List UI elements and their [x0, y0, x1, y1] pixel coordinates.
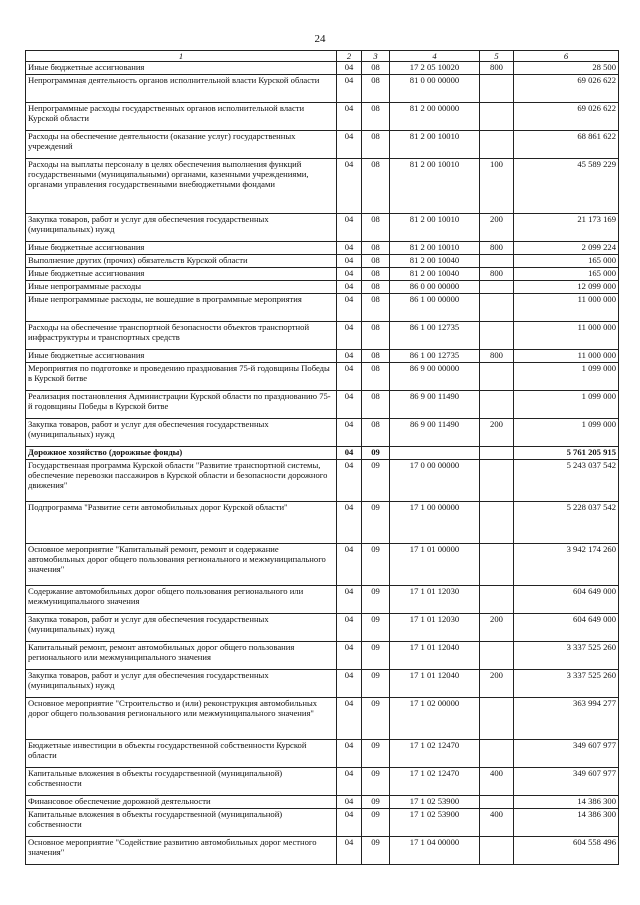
row-subsection-cell: 09	[362, 543, 390, 585]
row-target-code-cell: 86 0 00 00000	[390, 280, 480, 293]
table-row	[26, 795, 619, 808]
row-amount-cell: 69 026 622	[514, 74, 619, 102]
row-section-cell: 04	[337, 280, 362, 293]
row-subsection-cell: 08	[362, 254, 390, 267]
row-name-cell: Иные бюджетные ассигнования	[26, 62, 337, 75]
row-section-cell: 04	[337, 836, 362, 864]
row-section-cell: 04	[337, 585, 362, 613]
row-target-code-cell: 17 1 02 12470	[390, 739, 480, 767]
row-subsection-cell: 09	[362, 585, 390, 613]
table-row	[26, 543, 619, 585]
row-amount-cell: 604 649 000	[514, 585, 619, 613]
table-row	[26, 446, 619, 459]
column-number-5: 5	[480, 51, 514, 62]
row-name-cell: Капитальный ремонт, ремонт автомобильных дорог общего пользования регионального или межмуниципального значения	[26, 641, 337, 669]
table-row	[26, 349, 619, 362]
row-amount-cell: 21 173 169	[514, 213, 619, 241]
row-section-cell: 04	[337, 808, 362, 836]
table-row	[26, 102, 619, 130]
row-target-code-cell	[390, 446, 480, 459]
row-name-cell: Выполнение других (прочих) обязательств Курской области	[26, 254, 337, 267]
table-body	[26, 62, 619, 865]
row-target-code-cell: 81 0 00 00000	[390, 74, 480, 102]
row-name-cell: Закупка товаров, работ и услуг для обеспечения государственных (муниципальных) нужд	[26, 213, 337, 241]
table-row	[26, 362, 619, 390]
table-row	[26, 213, 619, 241]
row-subsection-cell: 09	[362, 697, 390, 739]
row-name-cell: Закупка товаров, работ и услуг для обеспечения государственных (муниципальных) нужд	[26, 613, 337, 641]
row-name-cell: Иные бюджетные ассигнования	[26, 241, 337, 254]
row-subsection-cell: 08	[362, 362, 390, 390]
row-name-cell: Основное мероприятие "Содействие развитию автомобильных дорог местного значения"	[26, 836, 337, 864]
row-target-code-cell: 17 1 02 00000	[390, 697, 480, 739]
row-section-cell: 04	[337, 641, 362, 669]
row-target-code-cell: 86 9 00 00000	[390, 362, 480, 390]
row-target-code-cell: 17 1 02 53900	[390, 795, 480, 808]
row-subsection-cell: 08	[362, 280, 390, 293]
row-amount-cell: 165 000	[514, 267, 619, 280]
row-name-cell: Основное мероприятие "Капитальный ремонт, ремонт и содержание автомобильных дорог общего пользования регионального и межмуниципального значения"	[26, 543, 337, 585]
row-expense-type-cell: 200	[480, 613, 514, 641]
row-subsection-cell: 09	[362, 669, 390, 697]
row-subsection-cell: 09	[362, 459, 390, 501]
row-target-code-cell: 17 1 01 12030	[390, 585, 480, 613]
row-section-cell: 04	[337, 267, 362, 280]
row-subsection-cell: 09	[362, 501, 390, 543]
column-number-4: 4	[390, 51, 480, 62]
row-name-cell: Капитальные вложения в объекты государственной (муниципальной) собственности	[26, 808, 337, 836]
row-name-cell: Расходы на обеспечение деятельности (оказание услуг) государственных учреждений	[26, 130, 337, 158]
row-expense-type-cell	[480, 254, 514, 267]
row-target-code-cell: 17 0 00 00000	[390, 459, 480, 501]
row-target-code-cell: 81 2 00 10010	[390, 213, 480, 241]
row-section-cell: 04	[337, 613, 362, 641]
row-expense-type-cell: 800	[480, 62, 514, 75]
row-section-cell: 04	[337, 254, 362, 267]
row-amount-cell: 1 099 000	[514, 362, 619, 390]
table-row	[26, 585, 619, 613]
row-expense-type-cell	[480, 641, 514, 669]
row-target-code-cell: 17 1 02 53900	[390, 808, 480, 836]
row-name-cell: Иные бюджетные ассигнования	[26, 349, 337, 362]
row-amount-cell: 14 386 300	[514, 795, 619, 808]
row-expense-type-cell	[480, 130, 514, 158]
row-expense-type-cell	[480, 836, 514, 864]
row-subsection-cell: 09	[362, 795, 390, 808]
row-target-code-cell: 17 1 02 12470	[390, 767, 480, 795]
row-amount-cell: 3 337 525 260	[514, 641, 619, 669]
table-row	[26, 459, 619, 501]
table-row	[26, 130, 619, 158]
row-expense-type-cell	[480, 543, 514, 585]
row-amount-cell: 349 607 977	[514, 739, 619, 767]
row-name-cell: Расходы на обеспечение транспортной безопасности объектов транспортной инфраструктуры и транспортных средств	[26, 321, 337, 349]
column-number-3: 3	[362, 51, 390, 62]
row-amount-cell: 5 228 037 542	[514, 501, 619, 543]
row-amount-cell: 5 761 205 915	[514, 446, 619, 459]
table-row	[26, 669, 619, 697]
row-section-cell: 04	[337, 62, 362, 75]
row-name-cell: Закупка товаров, работ и услуг для обеспечения государственных (муниципальных) нужд	[26, 669, 337, 697]
budget-table	[25, 50, 619, 865]
row-section-cell: 04	[337, 130, 362, 158]
row-amount-cell: 3 942 174 260	[514, 543, 619, 585]
row-amount-cell: 11 000 000	[514, 321, 619, 349]
row-expense-type-cell	[480, 280, 514, 293]
row-target-code-cell: 86 9 00 11490	[390, 418, 480, 446]
row-subsection-cell: 08	[362, 293, 390, 321]
row-target-code-cell: 81 2 00 10010	[390, 241, 480, 254]
row-name-cell: Иные непрограммные расходы, не вошедшие в программные мероприятия	[26, 293, 337, 321]
row-target-code-cell: 81 2 00 00000	[390, 102, 480, 130]
row-subsection-cell: 09	[362, 739, 390, 767]
row-expense-type-cell	[480, 102, 514, 130]
row-target-code-cell: 86 9 00 11490	[390, 390, 480, 418]
row-subsection-cell: 08	[362, 390, 390, 418]
row-section-cell: 04	[337, 767, 362, 795]
row-amount-cell: 165 000	[514, 254, 619, 267]
row-section-cell: 04	[337, 697, 362, 739]
row-target-code-cell: 81 2 00 10040	[390, 267, 480, 280]
row-name-cell: Непрограммная деятельность органов исполнительной власти Курской области	[26, 74, 337, 102]
row-section-cell: 04	[337, 418, 362, 446]
row-section-cell: 04	[337, 213, 362, 241]
column-number-row	[26, 51, 619, 62]
row-expense-type-cell	[480, 739, 514, 767]
row-expense-type-cell	[480, 501, 514, 543]
row-expense-type-cell	[480, 795, 514, 808]
row-expense-type-cell	[480, 459, 514, 501]
row-section-cell: 04	[337, 543, 362, 585]
row-subsection-cell: 08	[362, 267, 390, 280]
row-subsection-cell: 08	[362, 321, 390, 349]
row-expense-type-cell: 400	[480, 808, 514, 836]
row-section-cell: 04	[337, 739, 362, 767]
row-amount-cell: 28 500	[514, 62, 619, 75]
row-amount-cell: 363 994 277	[514, 697, 619, 739]
row-section-cell: 04	[337, 459, 362, 501]
row-subsection-cell: 08	[362, 418, 390, 446]
row-subsection-cell: 08	[362, 241, 390, 254]
row-name-cell: Иные бюджетные ассигнования	[26, 267, 337, 280]
row-name-cell: Основное мероприятие "Строительство и (или) реконструкция автомобильных дорог общего пользования регионального или межмуниципального значения"	[26, 697, 337, 739]
row-target-code-cell: 17 1 00 00000	[390, 501, 480, 543]
row-subsection-cell: 09	[362, 613, 390, 641]
row-target-code-cell: 86 1 00 12735	[390, 349, 480, 362]
row-target-code-cell: 17 1 01 00000	[390, 543, 480, 585]
row-expense-type-cell	[480, 362, 514, 390]
row-expense-type-cell	[480, 697, 514, 739]
table-row	[26, 293, 619, 321]
table-row	[26, 62, 619, 75]
row-amount-cell: 68 861 622	[514, 130, 619, 158]
row-target-code-cell: 17 1 01 12030	[390, 613, 480, 641]
table-row	[26, 697, 619, 739]
row-name-cell: Закупка товаров, работ и услуг для обеспечения государственных (муниципальных) нужд	[26, 418, 337, 446]
table-row	[26, 254, 619, 267]
table-row	[26, 836, 619, 864]
table-row	[26, 321, 619, 349]
row-subsection-cell: 08	[362, 74, 390, 102]
row-name-cell: Реализация постановления Администрации Курской области по празднованию 75-й годовщины Победы в Курской битве	[26, 390, 337, 418]
row-expense-type-cell	[480, 446, 514, 459]
table-row	[26, 280, 619, 293]
table-row	[26, 808, 619, 836]
row-target-code-cell: 86 1 00 12735	[390, 321, 480, 349]
row-target-code-cell: 17 1 04 00000	[390, 836, 480, 864]
table-row	[26, 641, 619, 669]
row-name-cell: Бюджетные инвестиции в объекты государственной собственности Курской области	[26, 739, 337, 767]
column-number-1: 1	[26, 51, 337, 62]
row-subsection-cell: 08	[362, 349, 390, 362]
row-expense-type-cell: 200	[480, 213, 514, 241]
table-row	[26, 767, 619, 795]
row-name-cell: Капитальные вложения в объекты государственной (муниципальной) собственности	[26, 767, 337, 795]
row-expense-type-cell: 200	[480, 669, 514, 697]
row-amount-cell: 12 099 000	[514, 280, 619, 293]
table-row	[26, 241, 619, 254]
row-expense-type-cell	[480, 390, 514, 418]
row-subsection-cell: 09	[362, 767, 390, 795]
row-subsection-cell: 09	[362, 641, 390, 669]
row-expense-type-cell	[480, 321, 514, 349]
column-number-2: 2	[337, 51, 362, 62]
row-section-cell: 04	[337, 321, 362, 349]
row-section-cell: 04	[337, 362, 362, 390]
row-name-cell: Расходы на выплаты персоналу в целях обеспечения выполнения функций государственными (муниципальными) органами, казенными учреждениями, органами управления государственными внебюджетными фондами	[26, 158, 337, 213]
row-section-cell: 04	[337, 293, 362, 321]
row-amount-cell: 45 589 229	[514, 158, 619, 213]
row-section-cell: 04	[337, 158, 362, 213]
row-expense-type-cell: 200	[480, 418, 514, 446]
row-expense-type-cell: 800	[480, 267, 514, 280]
row-expense-type-cell	[480, 74, 514, 102]
row-amount-cell: 11 000 000	[514, 293, 619, 321]
page-number: 24	[314, 33, 326, 45]
row-amount-cell: 349 607 977	[514, 767, 619, 795]
row-subsection-cell: 09	[362, 808, 390, 836]
row-subsection-cell: 09	[362, 836, 390, 864]
row-amount-cell: 69 026 622	[514, 102, 619, 130]
row-section-cell: 04	[337, 390, 362, 418]
table-row	[26, 418, 619, 446]
column-number-6: 6	[514, 51, 619, 62]
row-amount-cell: 2 099 224	[514, 241, 619, 254]
row-expense-type-cell	[480, 585, 514, 613]
table-row	[26, 501, 619, 543]
row-expense-type-cell: 800	[480, 349, 514, 362]
row-target-code-cell: 81 2 00 10010	[390, 130, 480, 158]
row-amount-cell: 3 337 525 260	[514, 669, 619, 697]
row-target-code-cell: 17 2 05 10020	[390, 62, 480, 75]
row-target-code-cell: 81 2 00 10010	[390, 158, 480, 213]
row-amount-cell: 604 649 000	[514, 613, 619, 641]
row-name-cell: Дорожное хозяйство (дорожные фонды)	[26, 446, 337, 459]
row-expense-type-cell: 100	[480, 158, 514, 213]
row-section-cell: 04	[337, 669, 362, 697]
row-amount-cell: 11 000 000	[514, 349, 619, 362]
row-section-cell: 04	[337, 349, 362, 362]
row-name-cell: Иные непрограммные расходы	[26, 280, 337, 293]
row-section-cell: 04	[337, 102, 362, 130]
row-target-code-cell: 81 2 00 10040	[390, 254, 480, 267]
row-amount-cell: 1 099 000	[514, 418, 619, 446]
table-row	[26, 390, 619, 418]
row-section-cell: 04	[337, 795, 362, 808]
row-section-cell: 04	[337, 241, 362, 254]
row-target-code-cell: 17 1 01 12040	[390, 669, 480, 697]
row-name-cell: Содержание автомобильных дорог общего пользования регионального или межмуниципального значения	[26, 585, 337, 613]
row-subsection-cell: 08	[362, 213, 390, 241]
row-name-cell: Подпрограмма "Развитие сети автомобильных дорог Курской области"	[26, 501, 337, 543]
row-target-code-cell: 17 1 01 12040	[390, 641, 480, 669]
row-section-cell: 04	[337, 501, 362, 543]
row-subsection-cell: 09	[362, 446, 390, 459]
row-subsection-cell: 08	[362, 102, 390, 130]
row-expense-type-cell	[480, 293, 514, 321]
table-row	[26, 158, 619, 213]
row-subsection-cell: 08	[362, 62, 390, 75]
row-name-cell: Государственная программа Курской области "Развитие транспортной системы, обеспечение перевозки пассажиров в Курской области и безопасности дорожного движения"	[26, 459, 337, 501]
row-expense-type-cell: 400	[480, 767, 514, 795]
row-name-cell: Мероприятия по подготовке и проведению празднования 75-й годовщины Победы в Курской битве	[26, 362, 337, 390]
row-amount-cell: 1 099 000	[514, 390, 619, 418]
row-subsection-cell: 08	[362, 130, 390, 158]
row-name-cell: Непрограммные расходы государственных органов исполнительной власти Курской области	[26, 102, 337, 130]
table-row	[26, 267, 619, 280]
row-section-cell: 04	[337, 446, 362, 459]
row-section-cell: 04	[337, 74, 362, 102]
row-name-cell: Финансовое обеспечение дорожной деятельности	[26, 795, 337, 808]
row-subsection-cell: 08	[362, 158, 390, 213]
table-row	[26, 739, 619, 767]
row-expense-type-cell: 800	[480, 241, 514, 254]
table-row	[26, 74, 619, 102]
row-target-code-cell: 86 1 00 00000	[390, 293, 480, 321]
row-amount-cell: 14 386 300	[514, 808, 619, 836]
table-row	[26, 613, 619, 641]
row-amount-cell: 5 243 037 542	[514, 459, 619, 501]
row-amount-cell: 604 558 496	[514, 836, 619, 864]
